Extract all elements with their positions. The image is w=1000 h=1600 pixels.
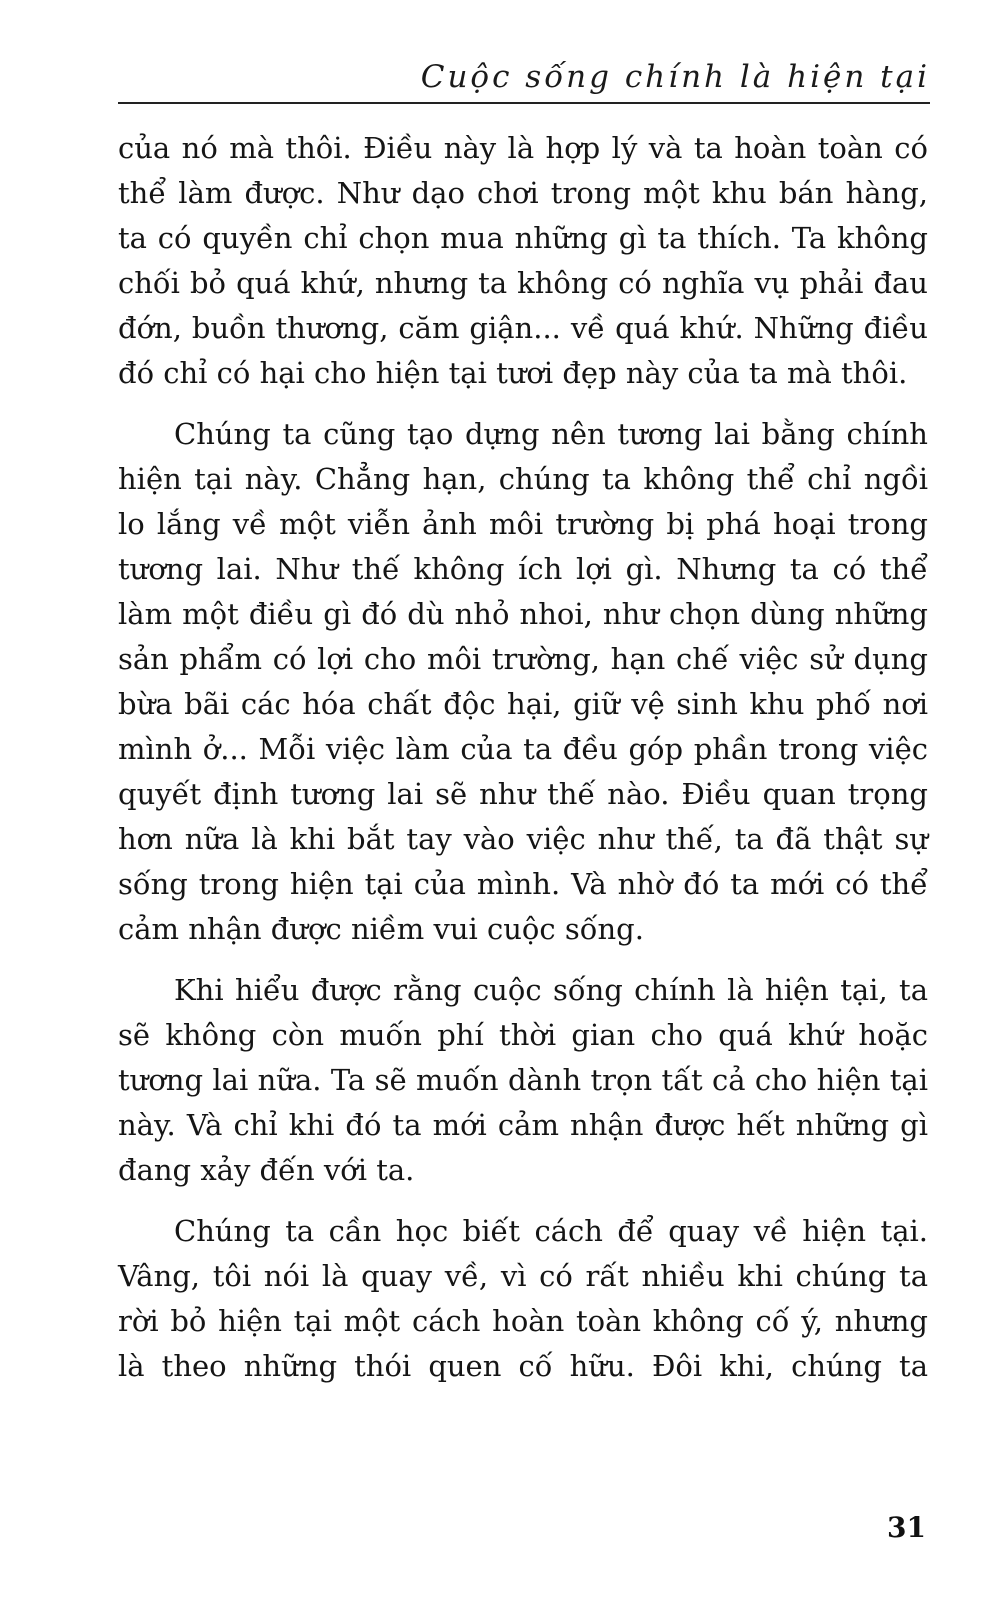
running-header — [118, 52, 930, 104]
running-title: Cuộc sống chính là hiện tại — [420, 59, 930, 95]
page-number: 31 — [887, 1511, 926, 1544]
paragraph: Chúng ta cũng tạo dựng nên tương lai bằng chính hiện tại này. Chẳng hạn, chúng ta không thể chỉ ngồi lo lắng về một viễn ảnh môi trường bị phá hoại trong tương lai. Như thế không ích lợi gì. Nhưng ta có thể làm một điều gì đó dù nhỏ nhoi, như chọn dùng những sản phẩm có lợi cho môi trường, hạn chế việc sử dụng bừa bãi các hóa chất độc hại, giữ vệ sinh khu phố nơi mình ở... Mỗi việc làm của ta đều góp phần trong việc quyết định tương lai sẽ như thế nào. Điều quan trọng hơn nữa là khi bắt tay vào việc như thế, ta đã thật sự sống trong hiện tại của mình. Và nhờ đó ta mới có thể cảm nhận được niềm vui cuộc sống. — [118, 417, 928, 946]
paragraph: Khi hiểu được rằng cuộc sống chính là hiện tại, ta sẽ không còn muốn phí thời gian cho quá khứ hoặc tương lai nữa. Ta sẽ muốn dành trọn tất cả cho hiện tại này. Và chỉ khi đó ta mới cảm nhận được hết những gì đang xảy đến với ta. — [118, 973, 928, 1187]
body-text — [118, 126, 928, 1405]
paragraph: Chúng ta cần học biết cách để quay về hiện tại. Vâng, tôi nói là quay về, vì có rất nhiều khi chúng ta rời bỏ hiện tại một cách hoàn toàn không cố ý, nhưng là theo những thói quen cố hữu. Đôi khi, chúng ta — [118, 1214, 928, 1383]
paragraph-continuation: của nó mà thôi. Điều này là hợp lý và ta hoàn toàn có thể làm được. Như dạo chơi trong một khu bán hàng, ta có quyền chỉ chọn mua những gì ta thích. Ta không chối bỏ quá khứ, nhưng ta không có nghĩa vụ phải đau đớn, buồn thương, căm giận... về quá khứ. Những điều đó chỉ có hại cho hiện tại tươi đẹp này của ta mà thôi. — [118, 131, 928, 390]
